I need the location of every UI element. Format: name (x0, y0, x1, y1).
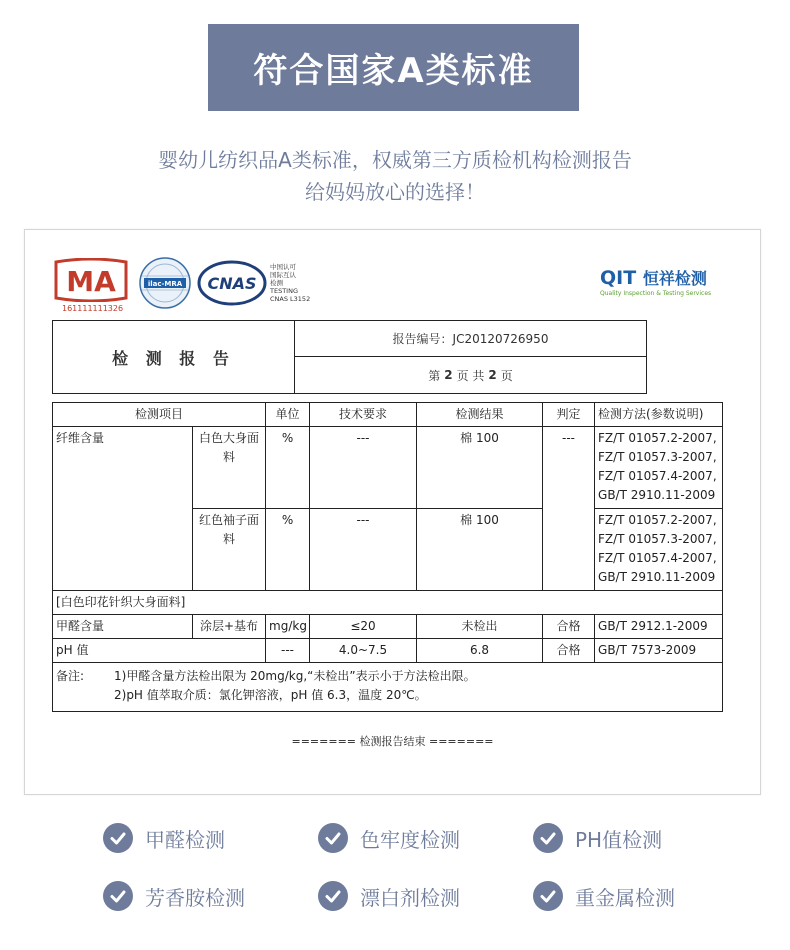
cnas-logo-icon (197, 260, 267, 306)
fiber-methods (595, 509, 723, 591)
formaldehyde-item: 甲醛含量 (53, 615, 193, 639)
check-item (103, 881, 245, 911)
formaldehyde-judge: 合格 (543, 615, 595, 639)
formaldehyde-result: 未检出 (417, 615, 543, 639)
qit-cn-name: 恒祥检测 (642, 269, 707, 288)
ph-item: pH 值 (53, 639, 266, 663)
page-info (295, 357, 646, 393)
table-header-row (53, 403, 723, 427)
qit-subtitle: Quality Inspection & Testing Services (600, 290, 712, 297)
table-row (53, 615, 723, 639)
fiber-result: 棉 100 (417, 427, 543, 509)
check-label: 甲醛检测 (145, 827, 225, 852)
cnas-info-line: 国际互认 (270, 271, 296, 279)
ilac-mra-logo-icon (138, 256, 192, 310)
fiber-methods (595, 427, 723, 509)
table-row (53, 427, 723, 509)
qit-brand: QIT (600, 267, 637, 289)
check-label: 芳香胺检测 (145, 885, 245, 910)
cnas-info-line: TESTING (270, 287, 298, 295)
ph-req: 4.0~7.5 (310, 639, 417, 663)
ph-judge: 合格 (543, 639, 595, 663)
table-row (53, 639, 723, 663)
method-line: FZ/T 01057.2-2007, (598, 513, 717, 527)
fiber-item: 纤维含量 (53, 427, 193, 591)
subtitle-line-1: 婴幼儿纺织品A类标准，权威第三方质检机构检测报告 (158, 148, 632, 172)
page-total: 2 (488, 368, 497, 382)
ph-method: GB/T 7573-2009 (595, 639, 723, 663)
method-line: FZ/T 01057.4-2007, (598, 469, 717, 483)
check-circle-icon (533, 823, 563, 853)
method-line: GB/T 2910.11-2009 (598, 570, 716, 584)
fiber-judge: --- (543, 427, 595, 591)
cma-number: 161111111326 (62, 304, 124, 313)
cma-logo-text: MA (66, 265, 116, 298)
report-title: 检 测 报 告 (53, 321, 295, 393)
ph-unit: --- (266, 639, 310, 663)
note-line-2: 2)pH 值萃取介质：氯化钾溶液，pH 值 6.3，温度 20℃。 (114, 688, 427, 702)
column-header: 检测项目 (53, 403, 266, 427)
check-label: PH值检测 (575, 827, 663, 852)
check-circle-icon (103, 881, 133, 911)
fiber-part: 红色袖子面料 (193, 509, 266, 591)
title-banner (208, 24, 579, 111)
column-header: 技术要求 (310, 403, 417, 427)
qit-logo (600, 266, 750, 297)
cnas-info (270, 263, 310, 303)
report-end-line: ======= 检测报告结束 ======= (291, 735, 494, 748)
column-header: 单位 (266, 403, 310, 427)
subtitle-line-2: 给妈妈放心的选择！ (305, 180, 485, 204)
check-circle-icon (533, 881, 563, 911)
page-number: 2 (444, 368, 453, 382)
check-label: 漂白剂检测 (360, 885, 460, 910)
formaldehyde-method: GB/T 2912.1-2009 (595, 615, 723, 639)
column-header: 检测方法(参数说明) (595, 403, 723, 427)
cma-logo-icon (52, 258, 130, 302)
cnas-info-line: CNAS L3152 (270, 295, 311, 303)
page-pre: 第 (428, 368, 441, 383)
method-line: FZ/T 01057.3-2007, (598, 532, 717, 546)
section-label-row (53, 591, 723, 615)
report-number: 报告编号：JC20120726950 (295, 321, 646, 357)
check-item (533, 823, 662, 853)
fiber-unit: % (266, 509, 310, 591)
check-label: 色牢度检测 (360, 827, 460, 852)
formaldehyde-unit: mg/kg (266, 615, 310, 639)
cnas-info-line: 检测 (270, 279, 283, 287)
notes-label: 备注: (56, 669, 85, 683)
check-label: 重金属检测 (575, 885, 675, 910)
cnas-logo-text: CNAS (207, 274, 257, 293)
section-label: [白色印花针织大身面料] (53, 591, 723, 615)
column-header: 检测结果 (417, 403, 543, 427)
check-circle-icon (103, 823, 133, 853)
fiber-part: 白色大身面料 (193, 427, 266, 509)
formaldehyde-part: 涂层+基布 (193, 615, 266, 639)
note-line-1: 1)甲醛含量方法检出限为 20mg/kg,“未检出”表示小于方法检出限。 (114, 669, 476, 683)
report-header (52, 320, 647, 394)
page-post: 页 (500, 368, 513, 383)
check-item (533, 881, 675, 911)
method-line: FZ/T 01057.4-2007, (598, 551, 717, 565)
check-item (318, 823, 460, 853)
column-header: 判定 (543, 403, 595, 427)
check-circle-icon (318, 823, 348, 853)
fiber-req: --- (310, 427, 417, 509)
fiber-unit: % (266, 427, 310, 509)
check-item (318, 881, 460, 911)
ph-result: 6.8 (417, 639, 543, 663)
method-line: GB/T 2910.11-2009 (598, 488, 716, 502)
results-table (52, 402, 723, 712)
check-item (103, 823, 225, 853)
ilac-logo-text: ilac-MRA (147, 280, 183, 288)
page-mid: 页 共 (456, 368, 485, 383)
notes-row (53, 663, 723, 712)
formaldehyde-req: ≤20 (310, 615, 417, 639)
fiber-req: --- (310, 509, 417, 591)
notes (53, 663, 723, 712)
method-line: FZ/T 01057.2-2007, (598, 431, 717, 445)
method-line: FZ/T 01057.3-2007, (598, 450, 717, 464)
cnas-info-line: 中国认可 (270, 263, 296, 271)
test-report-document (24, 229, 761, 795)
banner-title: 符合国家A类标准 (253, 51, 534, 91)
check-circle-icon (318, 881, 348, 911)
fiber-result: 棉 100 (417, 509, 543, 591)
